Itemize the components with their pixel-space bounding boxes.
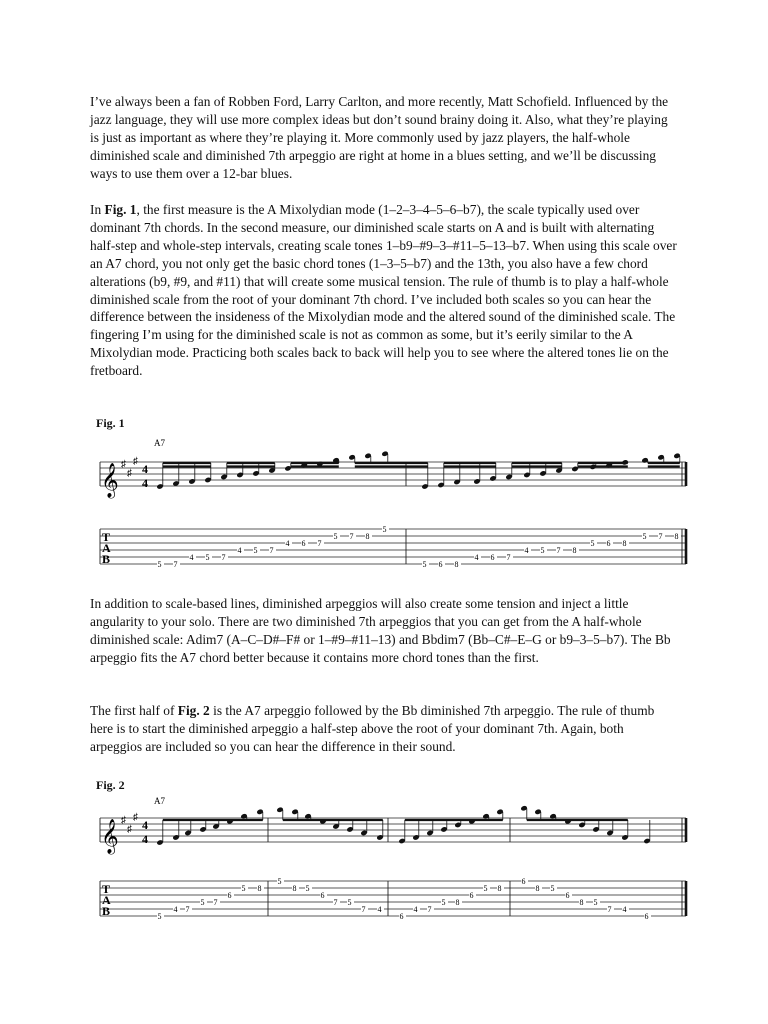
tab-number: 5: [593, 898, 598, 907]
fig1-reference: Fig. 1: [104, 202, 137, 217]
tab-number: 8: [535, 884, 540, 893]
tab-number: 8: [622, 539, 627, 548]
tab-number: 8: [572, 546, 577, 555]
tab-number: 6: [521, 877, 526, 886]
fig2-label: Fig. 2: [96, 778, 125, 792]
tab-number: 7: [213, 898, 218, 907]
tab-number: 8: [579, 898, 584, 907]
fig2-notation: [90, 794, 690, 934]
tab-number: 7: [185, 905, 190, 914]
tab-number: 5: [253, 546, 258, 555]
tab-number: 6: [320, 891, 325, 900]
time-signature-bottom: 4: [142, 832, 148, 846]
tab-number: 7: [607, 905, 612, 914]
tab-letter: A: [102, 541, 111, 555]
tab-number: 5: [305, 884, 310, 893]
tab-number: 7: [658, 532, 663, 541]
tab-number: 5: [590, 539, 595, 548]
arpeggio-paragraph: In addition to scale-based lines, diminished arpeggios will also create some tension and inject a little angularity to your solo. There are two diminished 7th arpeggios that you can get from the A half-whole diminished scale: Adim7 (A–C–D#–F# or 1–#9–#11–13) and Bbdim7 (Bb–C#–E–G or b9–3–5–b7). The Bb arpeggio fits the A7 chord better because it contains more chord tones than the first.: [90, 596, 671, 665]
tab-letter: A: [102, 893, 111, 907]
tab-number: 8: [674, 532, 679, 541]
chord-symbol: A7: [154, 796, 165, 806]
tab-number: 5: [422, 560, 427, 569]
key-signature-sharp-icon: ♯: [127, 824, 132, 835]
fig2-paragraph-body: is the A7 arpeggio followed by the Bb diminished 7th arpeggio. The rule of thumb here is to start the diminished arpeggio a half-step above the root of your dominant 7th. Again, both arpeggios are included so you can hear the difference in their sound.: [90, 703, 655, 754]
tab-number: 4: [173, 905, 178, 914]
tab-number: 6: [606, 539, 611, 548]
tab-number: 5: [642, 532, 647, 541]
tab-number: 8: [454, 560, 459, 569]
key-signature-sharp-icon: ♯: [127, 468, 132, 479]
tab-number: 7: [333, 898, 338, 907]
tab-number: 5: [540, 546, 545, 555]
tab-number: 6: [438, 560, 443, 569]
tab-number: 4: [237, 546, 242, 555]
tab-number: 6: [565, 891, 570, 900]
tab-number: 4: [524, 546, 529, 555]
tab-number: 8: [497, 884, 502, 893]
tab-letter: B: [102, 904, 111, 918]
tab-number: 8: [455, 898, 460, 907]
tab-number: 5: [241, 884, 246, 893]
tab-number: 8: [257, 884, 262, 893]
tab-number: 5: [550, 884, 555, 893]
treble-clef-icon: 𝄞: [101, 820, 119, 853]
tab-number: 4: [413, 905, 418, 914]
tab-number: 4: [622, 905, 627, 914]
tab-number: 7: [556, 546, 561, 555]
chord-symbol: A7: [154, 438, 165, 448]
tab-number: 5: [200, 898, 205, 907]
tab-number: 7: [269, 546, 274, 555]
key-signature-sharp-icon: ♯: [133, 456, 138, 467]
tab-number: 7: [427, 905, 432, 914]
tab-number: 4: [189, 553, 194, 562]
fig2-paragraph: [90, 702, 678, 756]
tab-number: 7: [506, 553, 511, 562]
tab-number: 5: [483, 884, 488, 893]
tab-number: 6: [301, 539, 306, 548]
tab-number: 7: [221, 553, 226, 562]
tab-number: 6: [490, 553, 495, 562]
fig1-notation: [90, 436, 690, 582]
fig2-reference: Fig. 2: [177, 703, 210, 718]
key-signature-sharp-icon: ♯: [121, 459, 126, 470]
tab-letter: T: [102, 530, 111, 544]
time-signature-top: 4: [142, 818, 148, 832]
tab-number: 8: [365, 532, 370, 541]
tab-number: 7: [361, 905, 366, 914]
time-signature-bottom: 4: [142, 476, 148, 490]
tab-number: 5: [333, 532, 338, 541]
tab-number: 4: [377, 905, 382, 914]
fig1-paragraph-lead: In: [90, 202, 105, 217]
key-signature-sharp-icon: ♯: [121, 815, 126, 826]
tab-number: 5: [382, 525, 387, 534]
tab-number: 5: [441, 898, 446, 907]
fig1-paragraph: [90, 201, 678, 380]
intro-paragraph: I’ve always been a fan of Robben Ford, Larry Carlton, and more recently, Matt Schofield. Influenced by the jazz language, they will use more complex ideas but don’t sound brainy doing it. Also, what they’re playing is just as important as where they’re playing it. More commonly used by jazz players, the half-whole diminished scale and diminished 7th arpeggio are right at home in a blues setting, and we’ll be discussing ways to use them over a 12-bar blues.: [90, 94, 669, 181]
time-signature-top: 4: [142, 462, 148, 476]
tab-number: 7: [317, 539, 322, 548]
tab-letter: B: [102, 552, 111, 566]
treble-clef-icon: 𝄞: [101, 464, 119, 497]
tab-number: 6: [644, 912, 649, 921]
fig1-label: Fig. 1: [96, 416, 125, 430]
tab-number: 7: [173, 560, 178, 569]
tab-number: 7: [349, 532, 354, 541]
tab-number: 5: [157, 912, 162, 921]
tab-number: 6: [399, 912, 404, 921]
tab-number: 6: [469, 891, 474, 900]
tab-number: 4: [474, 553, 479, 562]
tab-number: 6: [227, 891, 232, 900]
tab-number: 4: [285, 539, 290, 548]
fig2-paragraph-lead: The first half of: [90, 703, 178, 718]
tab-number: 5: [347, 898, 352, 907]
tab-number: 5: [157, 560, 162, 569]
tab-number: 5: [205, 553, 210, 562]
tab-number: 5: [277, 877, 282, 886]
tab-number: 8: [292, 884, 297, 893]
key-signature-sharp-icon: ♯: [133, 812, 138, 823]
fig1-paragraph-body: , the first measure is the A Mixolydian mode (1–2–3–4–5–6–b7), the scale typically used over dominant 7th chords. In the second measure, our diminished scale starts on A and is built with alternating half-step and whole-step intervals, creating scale tones 1–b9–#9–3–#11–5–13–b7. When using this scale over an A7 chord, you not only get the basic chord tones (1–3–5–b7) and the 13th, you also have a few chord alterations (b9, #9, and #11) that will create some musical tension. The rule of thumb is to play a half-whole diminished scale from the root of your dominant 7th chord. I’ve included both scales so you can hear the difference between the insideness of the Mixolydian mode and the altered sound of the diminished scale. The fingering I’m using for the diminished scale is not as common as some, but it’s eerily similar to the A Mixolydian mode. Practicing both scales back to back will help you to see where the altered tones lie on the fretboard.: [90, 202, 677, 379]
tab-letter: T: [102, 882, 111, 896]
